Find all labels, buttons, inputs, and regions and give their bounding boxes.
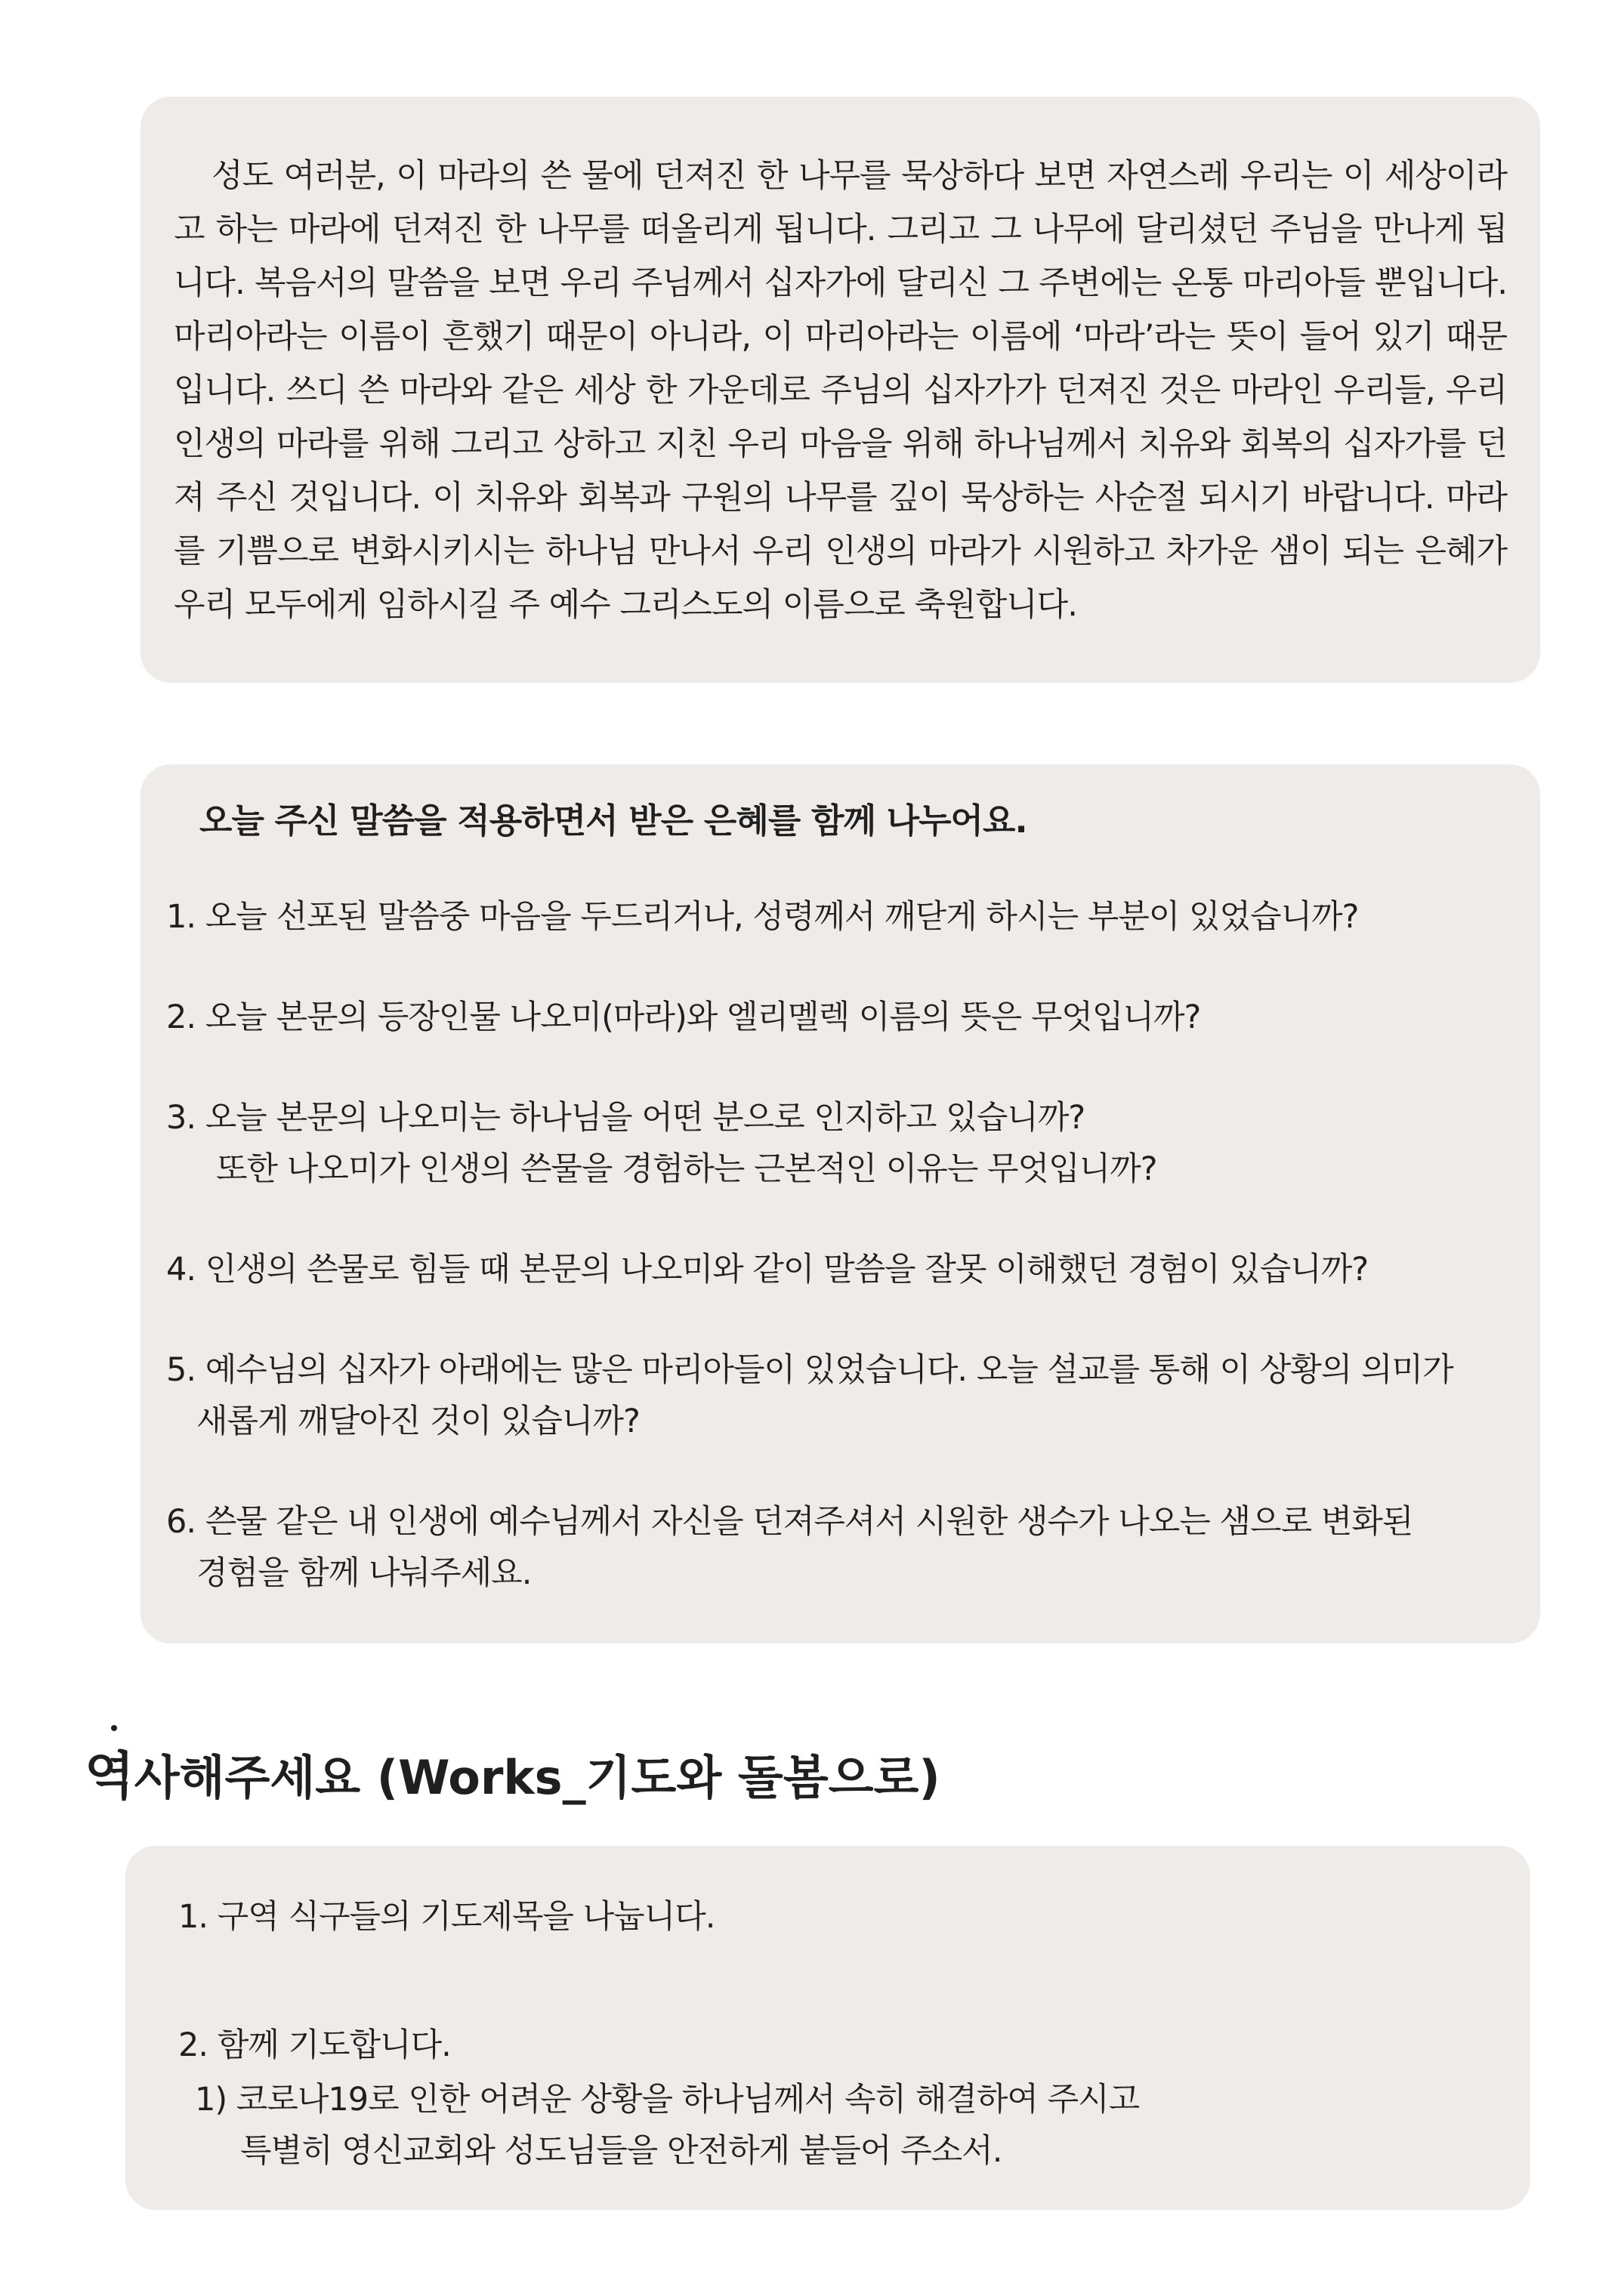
discussion-questions-box [140,764,1540,1643]
works-subitem-1: 1) 코로나19로 인한 어려운 상황을 하나님께서 속히 해결하여 주시고 [195,2081,1140,2119]
works-title-rest: 사해주세요 (Works_기도와 돌봄으로) [134,1750,940,1805]
question-item-1 [166,891,1511,943]
works-item-1: 1. 구역 식구들의 기도제목을 나눕니다. [178,1898,715,1936]
question-2-text: 2. 오늘 본문의 등장인물 나오미(마라)와 엘리멜렉 이름의 뜻은 무엇입니까? [166,998,1201,1036]
works-box [125,1846,1530,2210]
works-title-first-char: 역 [85,1747,134,1807]
questions-list [166,891,1511,1648]
question-5-text-cont: 새롭게 깨달아진 것이 있습니까? [196,1403,640,1440]
question-item-3 [166,1092,1511,1195]
question-item-2 [166,992,1511,1043]
works-subitem-1-cont: 특별히 영신교회와 성도님들을 안전하게 붙들어 주소서. [240,2132,1002,2170]
question-6-text-cont: 경험을 함께 나눠주세요. [196,1554,532,1592]
question-3-text: 3. 오늘 본문의 나오미는 하나님을 어떤 분으로 인지하고 있습니까? [166,1099,1085,1137]
question-6-text: 6. 쓴물 같은 내 인생에 예수님께서 자신을 던져주셔서 시원한 생수가 나오는 샘으로 변화된 [166,1503,1413,1541]
question-5-text: 5. 예수님의 십자가 아래에는 많은 마리아들이 있었습니다. 오늘 설교를 통해 이 상황의 의미가 [166,1351,1453,1389]
question-item-4 [166,1244,1511,1295]
works-item-2: 2. 함께 기도합니다. [178,2026,451,2064]
question-3-text-cont: 또한 나오미가 인생의 쓴물을 경험하는 근본적인 이유는 무엇입니까? [216,1150,1157,1188]
meditation-box [140,97,1540,683]
title-dot-ornament [111,1725,117,1731]
works-section-title [85,1736,940,1809]
meditation-text: 성도 여러분, 이 마라의 쓴 물에 던져진 한 나무를 묵상하다 보면 자연스레 우리는 이 세상이라고 하는 마라에 던져진 한 나무를 떠올리게 됩니다. 그리고 그 나무에 달리셨던 주님을 만나게 됩니다. 복음서의 말씀을 보면 우리 주님께서 십자가에 달리신 그 주변에는 온통 마리아들 뿐입니다. 마리아라는 이름이 흔했기 때문이 아니라, 이 마리아라는 이름에 ‘마라’라는 뜻이 들어 있기 때문입니다. 쓰디 쓴 마라와 같은 세상 한 가운데로 주님의 십자가가 던져진 것은 마라인 우리들, 우리 인생의 마라를 위해 그리고 상하고 지친 우리 마음을 위해 하나님께서 치유와 회복의 십자가를 던져 주신 것입니다. 이 치유와 회복과 구원의 나무를 깊이 묵상하는 사순절 되시기 바랍니다. 마라를 기쁨으로 변화시키시는 하나님 만나서 우리 인생의 마라가 시원하고 차가운 샘이 되는 은혜가 우리 모두에게 임하시길 주 예수 그리스도의 이름으로 축원합니다. [174,157,1507,624]
question-item-5 [166,1344,1511,1447]
question-1-text: 1. 오늘 선포된 말씀중 마음을 두드리거나, 성령께서 깨닫게 하시는 부분이 있었습니까? [166,898,1359,936]
question-item-6 [166,1496,1511,1599]
questions-header: 오늘 주신 말씀을 적용하면서 받은 은혜를 함께 나누어요. [199,801,1027,841]
question-4-text: 4. 인생의 쓴물로 힘들 때 본문의 나오미와 같이 말씀을 잘못 이해했던 경험이 있습니까? [166,1251,1369,1288]
